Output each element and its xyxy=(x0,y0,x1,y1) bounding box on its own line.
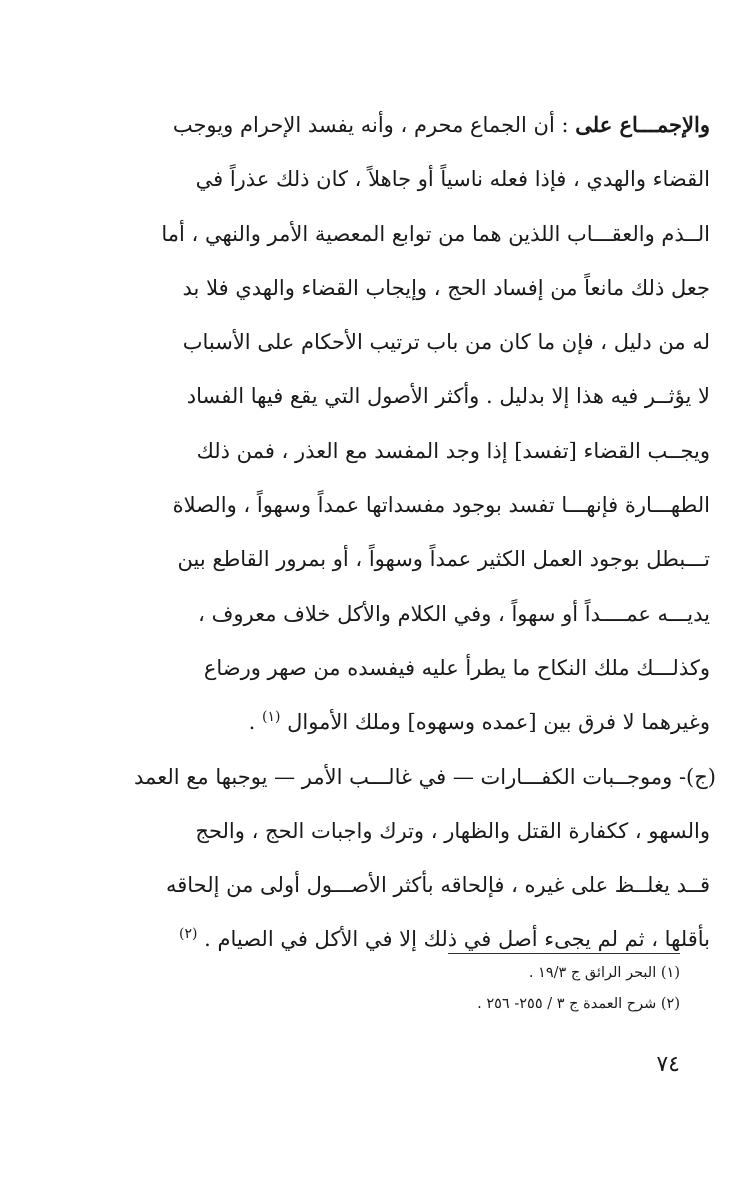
text-line-1-rest: : أن الجماع محرم ، وأنه يفسد الإحرام ويوجب xyxy=(172,113,576,137)
text-line-11: وكذلـــك ملك النكاح ما يطرأ عليه فيفسده من صهر ورضاع xyxy=(203,655,710,680)
footnote-separator xyxy=(448,953,680,954)
section-c-line-1: (ج)- وموجــبات الكفـــارات — في غالـــب الأمر — يوجبها مع العمد xyxy=(134,764,716,789)
text-line-6: لا يؤثــر فيه هذا إلا بدليل . وأكثر الأصول التي يقع فيها الفساد xyxy=(186,384,710,409)
text-line-9: تـــبطل بوجود العمل الكثير عمداً وسهواً ، أو بمرور القاطع بين xyxy=(177,547,710,572)
text-line-10: يديـــه عمــــداً أو سهواً ، وفي الكلام والأكل خلاف معروف ، xyxy=(198,601,710,626)
text-line-5: له من دليل ، فإن ما كان من باب ترتيب الأحكام على الأسباب xyxy=(182,330,710,355)
section-c-line-2: والسهو ، ككفارة القتل والظهار ، وترك واجبات الحج ، والحج xyxy=(195,818,710,843)
text-line-12-end: . xyxy=(248,710,262,735)
footnotes xyxy=(380,958,680,1020)
section-c-line-3: قــد يغلــظ على غيره ، فإلحاقه بأكثر الأصـــول أولى من إلحاقه xyxy=(165,873,710,898)
text-line-12 xyxy=(120,695,710,749)
main-text xyxy=(120,98,716,967)
section-c-line-4-body: بأقلها ، ثم لم يجىء أصل في ذلك إلا في الأكل في الصيام . xyxy=(204,927,710,952)
page-number: ٧٤ xyxy=(656,1052,680,1077)
footnote-2: (٢) شرح العمدة ج ٣ / ٢٥٥- ٢٥٦ . xyxy=(477,996,680,1012)
footnote-1: (١) البحر الرائق ج ١٩/٣ . xyxy=(528,965,680,981)
text-line-3: الــذم والعقـــاب اللذين هما من توابع المعصية الأمر والنهي ، أما xyxy=(161,221,710,246)
footnote-ref-1[interactable]: (١) xyxy=(262,709,281,726)
text-line-2: القضاء والهدي ، فإذا فعله ناسياً أو جاهلاً ، كان ذلك عذراً في xyxy=(195,167,710,192)
text-line-1 xyxy=(120,98,710,152)
text-line-12-body: وغيرهما لا فرق بين [عمده وسهوه] وملك الأموال xyxy=(287,710,710,735)
text-line-4: جعل ذلك مانعاً من إفساد الحج ، وإيجاب القضاء والهدي فلا بد xyxy=(182,275,710,300)
text-line-7: ويجــب القضاء [تفسد] إذا وجد المفسد مع العذر ، فمن ذلك xyxy=(196,438,710,463)
footnote-ref-2[interactable]: (٢) xyxy=(178,926,198,943)
text-line-8: الطهـــارة فإنهـــا تفسد بوجود مفسداتها عمداً وسهواً ، والصلاة xyxy=(172,493,710,518)
ijma-heading: والإجمـــاع على xyxy=(575,112,710,137)
